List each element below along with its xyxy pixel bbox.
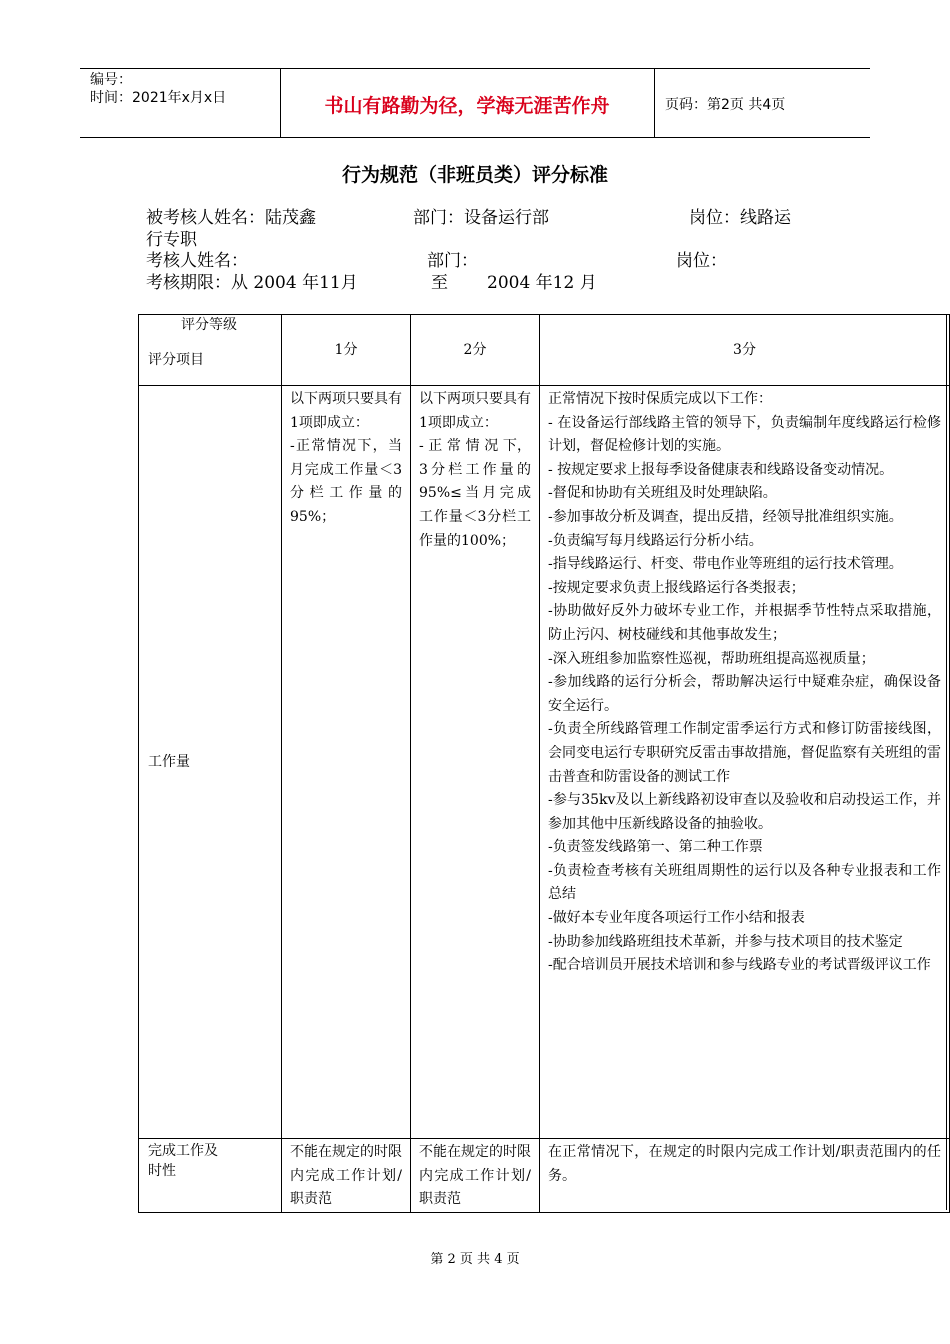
score2-cell	[411, 386, 540, 1139]
criteria-line: 正常情况下按时保质完成以下工作：	[548, 391, 772, 407]
criteria-line: -协助参加线路班组技术革新，并参与技术项目的技术鉴定	[548, 933, 903, 950]
header-motto: 书山有路勤为径，学海无涯苦作舟	[324, 95, 610, 117]
criteria-line: -参加线路的运行分析会，帮助解决运行中疑难杂症，确保设备安全运行。	[548, 674, 941, 714]
assessee-name: 被考核人姓名：陆茂鑫	[146, 208, 316, 228]
criteria-line: -协助做好反外力破坏专业工作，并根据季节性特点采取措施，防止污闪、树枝碰线和其他事故发生；	[548, 603, 941, 643]
score1-cell	[282, 386, 411, 1139]
criteria-line: - 在设备运行部线路主管的领导下，负责编制年度线路运行检修计划，督促检修计划的实施。	[548, 414, 941, 455]
header-page-info: 页码：第2页 共4页	[665, 97, 786, 113]
criteria-line: -配合培训员开展技术培训和参与线路专业的考试晋级评议工作	[548, 957, 931, 974]
assessor-name: 考核人姓名：	[146, 251, 248, 271]
assessor-post: 岗位：	[676, 251, 727, 271]
item-cell: 工作量	[139, 386, 282, 1139]
score1-cell	[282, 1139, 411, 1213]
page-footer: 第 2 页 共 4 页	[430, 1252, 520, 1267]
item-cell	[139, 1139, 282, 1213]
criteria-line: -参与35kv及以上新线路初设审查以及验收和启动投运工作，并参加其他中压新线路设备的抽验收。	[548, 792, 941, 832]
header-meta	[90, 71, 226, 107]
criteria-line: -指导线路运行、杆变、带电作业等班组的运行技术管理。	[548, 556, 903, 573]
number-label: 编号：	[90, 72, 132, 88]
criteria-line: -负责编写每月线路运行分析小结。	[548, 532, 763, 549]
criteria-line: 不能在规定的时限内完成工作计划/职责范	[290, 1144, 402, 1208]
item-label: 评分项目	[148, 352, 204, 368]
period-to: 2004 年12 月	[487, 273, 597, 293]
item-label-text: 完成工作及时性	[148, 1143, 218, 1179]
criteria-line: - 按规定要求上报每季设备健康表和线路设备变动情况。	[548, 461, 894, 478]
criteria-line: -按规定要求负责上报线路运行各类报表；	[548, 579, 805, 596]
criteria-line: - 正 常 情 况 下，3分栏工作量的95%≤当月完成工作量＜3分栏工作量的100%；	[419, 438, 531, 549]
criteria-line: -做好本专业年度各项运行工作小结和报表	[548, 910, 805, 927]
score3-cell	[540, 386, 950, 1139]
score2-header: 2分	[411, 315, 540, 386]
page-header	[80, 68, 870, 138]
score1-header: 1分	[282, 315, 411, 386]
criteria-line: -参加事故分析及调查，提出反措，经领导批准组织实施。	[548, 508, 903, 525]
assessee-dept: 部门：设备运行部	[413, 208, 549, 228]
score3-header: 3分	[540, 315, 950, 386]
criteria-line: 在正常情况下，在规定的时限内完成工作计划/职责范围内的任务。	[548, 1144, 941, 1184]
criteria-line: 以下两项只要具有1项即成立：	[290, 391, 402, 431]
criteria-line: -负责全所线路管理工作制定雷季运行方式和修订防雷接线图，会同变电运行专职研究反雷击事故措施，督促监察有关班组的雷击普查和防雷设备的测试工作	[548, 721, 941, 785]
criteria-line: -负责签发线路第一、第二种工作票	[548, 839, 763, 856]
period-to-label: 至	[431, 273, 448, 293]
score3-cell	[540, 1139, 950, 1213]
assessee-post: 岗位：线路运	[689, 208, 791, 228]
assessor-dept: 部门：	[427, 251, 478, 271]
criteria-line: -督促和协助有关班组及时处理缺陷。	[548, 485, 777, 502]
table-row	[139, 1139, 950, 1213]
score2-cell	[411, 1139, 540, 1213]
table-right-edge	[946, 314, 947, 1210]
scoring-table	[138, 314, 950, 1213]
grade-label: 评分等级	[181, 317, 237, 333]
table-header-row	[139, 315, 950, 386]
table-row	[139, 386, 950, 1139]
header-divider	[654, 69, 655, 137]
time-label: 时间：2021年x月x日	[90, 90, 227, 106]
assessee-post-cont: 行专职	[146, 230, 197, 250]
period-from: 考核期限：从 2004 年11月	[146, 273, 358, 293]
header-corner-cell	[139, 315, 282, 386]
criteria-line: 不能在规定的时限内完成工作计划/职责范	[419, 1144, 531, 1208]
criteria-line: -正常情况下，当月完成工作量＜3分栏工作量的95%；	[290, 438, 402, 525]
criteria-line: -负责检查考核有关班组周期性的运行以及各种专业报表和工作总结	[548, 862, 941, 903]
document-title: 行为规范（非班员类）评分标准	[341, 164, 608, 186]
criteria-line: 以下两项只要具有1项即成立：	[419, 391, 531, 431]
criteria-line: -深入班组参加监察性巡视，帮助班组提高巡视质量；	[548, 650, 875, 667]
